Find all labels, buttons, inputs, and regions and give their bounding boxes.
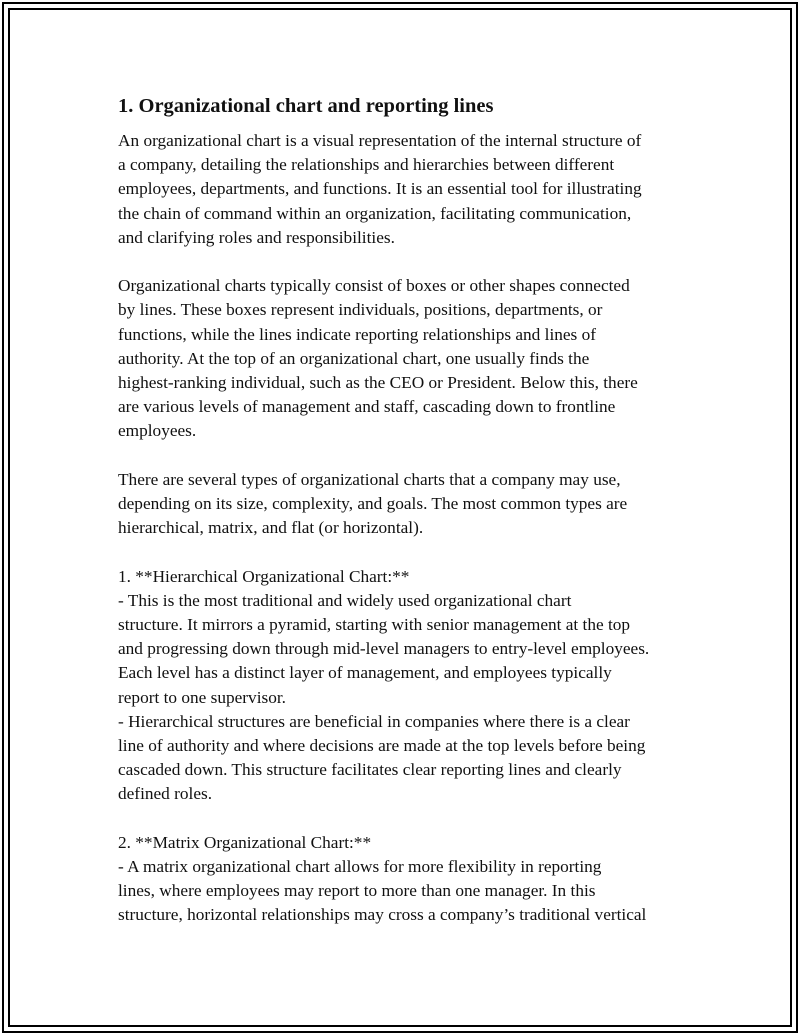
list-item-matrix: 2. **Matrix Organizational Chart:** - A matrix organizational chart allows for more flexibility in reporting lines, where employees may report to more than one manager. In this structure, horizontal relationships may cross a company’s traditional vertical (118, 832, 647, 925)
paragraph-intro: An organizational chart is a visual representation of the internal structure of a company, detailing the relationships and hierarchies between different employees, departments, and functions. It is an essential tool for illustrating the chain of command within an organization, facilitating communication, and clarifying roles and responsibilities. (118, 131, 642, 247)
paragraph-chart-types: There are several types of organizational charts that a company may use, depending on its size, complexity, and goals. The most common types are hierarchical, matrix, and flat (or horizontal). (118, 469, 628, 538)
section-heading: 1. Organizational chart and reporting lines (118, 95, 494, 117)
paragraph-chart-composition: Organizational charts typically consist of boxes or other shapes connected by lines. These boxes represent individuals, positions, departments, or functions, while the lines indicate reporting relationships and lines of authority. At the top of an organizational chart, one usually finds the highest-ranking individual, such as the CEO or President. Below this, there are various levels of management and staff, cascading down to frontline employees. (118, 276, 638, 441)
list-item-hierarchical: 1. **Hierarchical Organizational Chart:** - This is the most traditional and widely used organizational chart structure. It mirrors a pyramid, starting with senior management at the top and progressing down through mid-level managers to entry-level employees. Each level has a distinct layer of management, and employees typically report to one supervisor. - Hierarchical structures are beneficial in companies where there is a clear line of authority and where decisions are made at the top levels before being cascaded down. This structure facilitates clear reporting lines and clearly defined roles. (118, 566, 650, 804)
document-body (118, 93, 693, 952)
